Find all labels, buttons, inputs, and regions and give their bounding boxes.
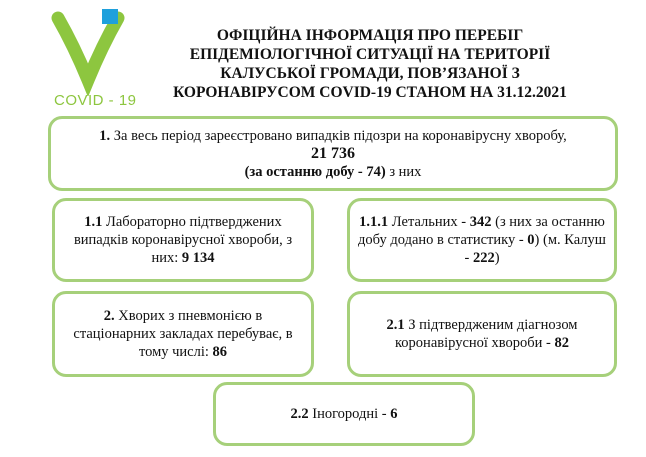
nonresident-card [213, 382, 475, 446]
item-number: 2.1 [386, 317, 405, 333]
covid-logo [48, 6, 140, 110]
total-text: 1. За весь період зареєстровано випадків підозри на коронавірусну хворобу, [99, 127, 567, 144]
title-line: КАЛУСЬКОЇ ГРОМАДИ, ПОВ’ЯЗАНОЇ З [220, 65, 520, 82]
lab-confirmed-value: 9 134 [181, 250, 215, 266]
confirmed-diagnosis-card [347, 291, 617, 377]
item-number: 1.1 [84, 214, 103, 230]
deaths-value: 342 [469, 214, 492, 230]
virus-v-icon [48, 6, 140, 96]
item-number: 2. [103, 308, 115, 324]
title-line: ЕПІДЕМІОЛОГІЧНОЇ СИТУАЦІЇ НА ТЕРИТОРІЇ [189, 46, 551, 63]
title-line: ОФІЦІЙНА ІНФОРМАЦІЯ ПРО ПЕРЕБІГ [216, 27, 524, 44]
deaths-text: 1.1.1 Летальних - 342 (з них за останню добу додано в статистику - 0) (м. Калуш - 222) [358, 214, 606, 266]
title-line: КОРОНАВІРУСОМ COVID-19 СТАНОМ НА 31.12.2021 [173, 84, 567, 101]
pneumonia-value: 86 [212, 344, 228, 360]
nonresident-text: 2.2 Іногородні - 6 [290, 406, 398, 422]
nonresident-value: 6 [390, 406, 398, 422]
item-number: 2.2 [290, 406, 309, 422]
page-title [140, 26, 600, 102]
pneumonia-text: 2. Хворих з пневмонією в стаціонарних закладах перебуває, в тому числі: 86 [73, 308, 293, 360]
deaths-city-value: 222 [472, 250, 495, 266]
total-last-day: (за останню добу - 74) з них [244, 163, 422, 180]
logo-caption: COVID - 19 [54, 92, 137, 109]
deaths-day-value: 0 [527, 232, 535, 248]
item-number: 1. [99, 127, 111, 144]
deaths-card [347, 198, 617, 282]
item-number: 1.1.1 [359, 214, 389, 230]
confirmed-diagnosis-text: 2.1 З підтвердженим діагнозом коронавірусної хвороби - 82 [386, 317, 578, 351]
total-value: 21 736 [311, 144, 355, 162]
total-suspected-card [48, 116, 618, 191]
lab-confirmed-text: 1.1 Лабораторно підтверджених випадків коронавірусної хвороби, з них: 9 134 [73, 214, 293, 266]
confirmed-diagnosis-value: 82 [554, 335, 569, 351]
pneumonia-card [52, 291, 314, 377]
lab-confirmed-card [52, 198, 314, 282]
